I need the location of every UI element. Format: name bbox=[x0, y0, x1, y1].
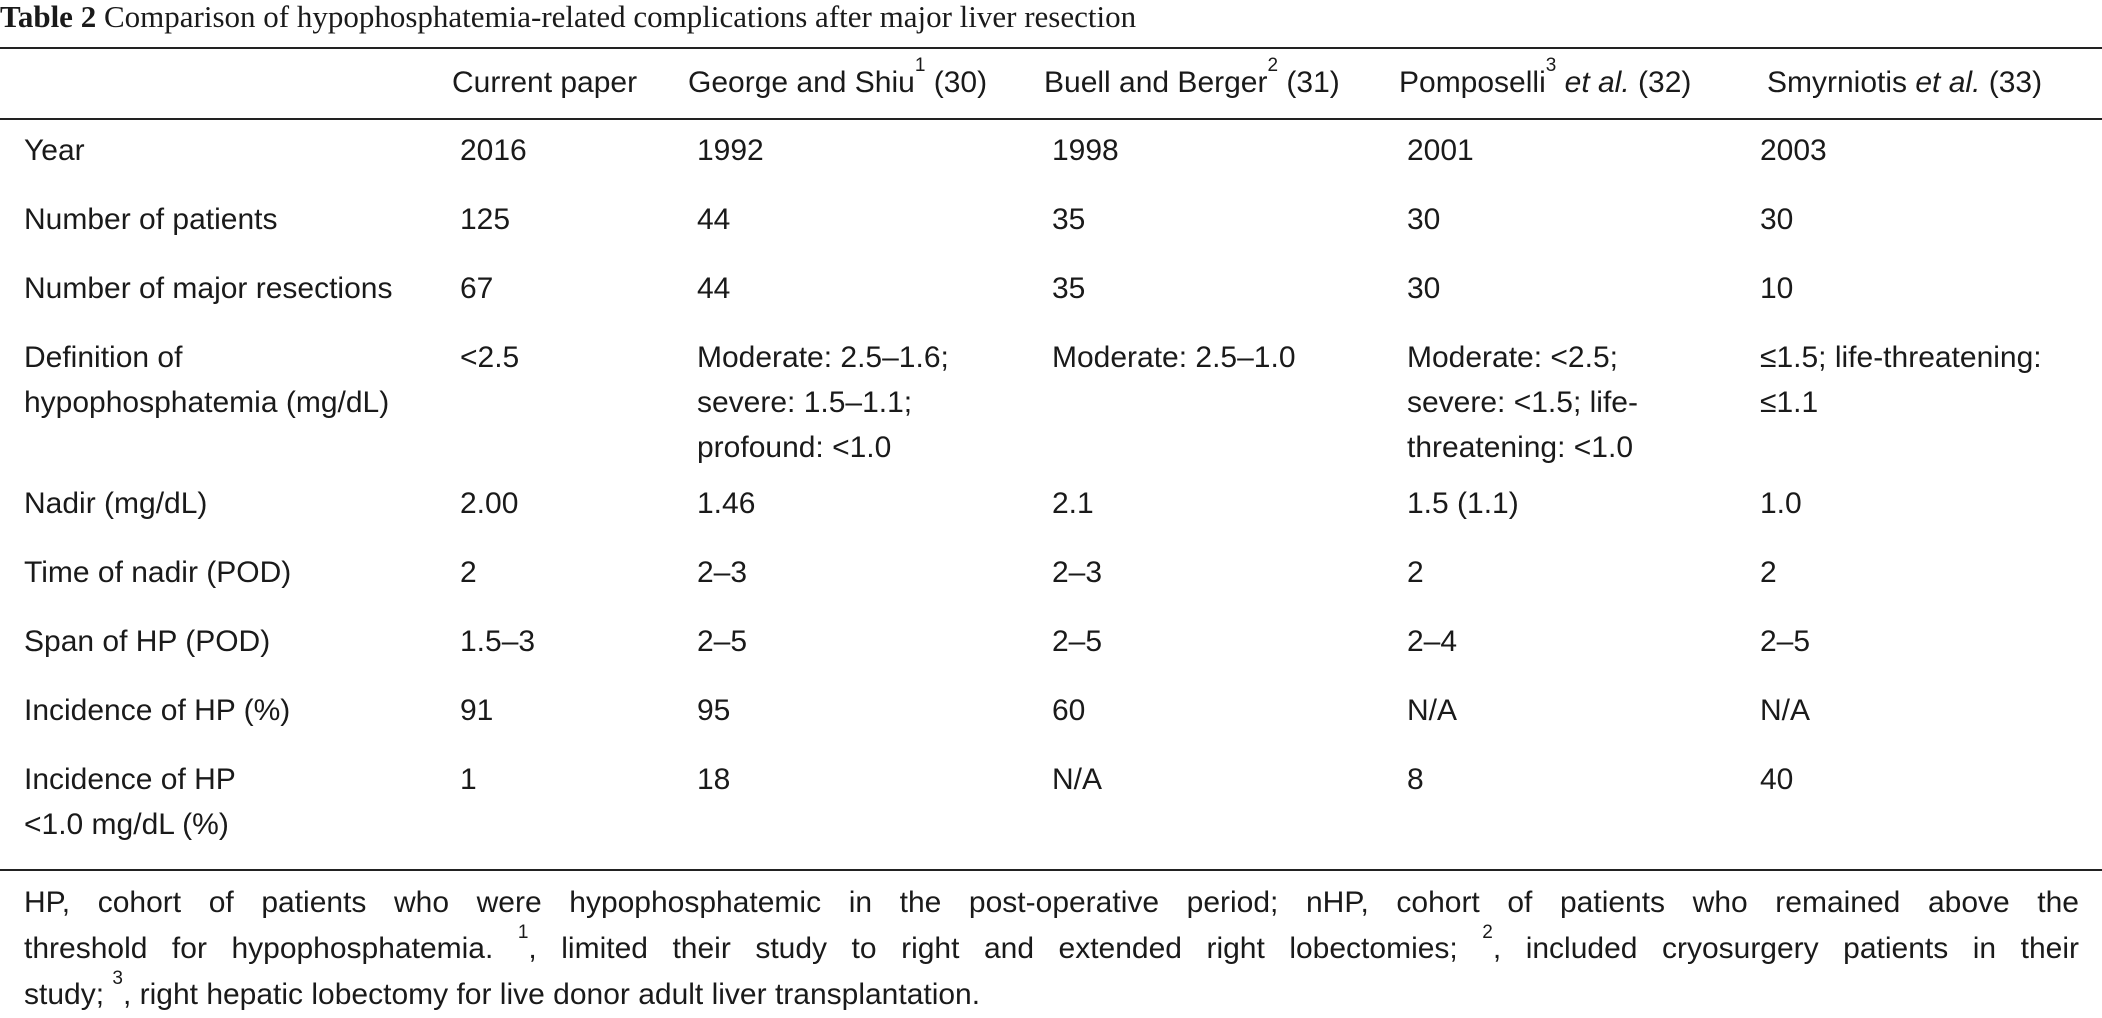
cell-line: 125 bbox=[460, 203, 511, 236]
row-label bbox=[24, 757, 236, 847]
cell-line: hypophosphatemia (mg/dL) bbox=[24, 386, 390, 419]
footnote-line-2: threshold for hypophosphatemia. $^1$, limited their study to right and extended right lobectomies; $^2$, included cryosurgery patients in their bbox=[24, 922, 2079, 965]
cell-current-paper bbox=[460, 550, 477, 595]
cell-pomposelli bbox=[1407, 550, 1424, 595]
header-smyrniotis: Smyrniotis et al. (33) bbox=[1767, 66, 2043, 99]
cell-smyrniotis bbox=[1760, 757, 1793, 802]
cell-line: 10 bbox=[1760, 272, 1794, 305]
cell-pomposelli bbox=[1407, 335, 1638, 470]
header-george-shiu: George and Shiu$^1$ (30) bbox=[688, 55, 988, 99]
cell-george-shiu bbox=[697, 197, 730, 242]
cell-buell-berger bbox=[1052, 335, 1296, 380]
table-caption-title: Comparison of hypophosphatemia-related complications after major liver resection bbox=[96, 0, 1137, 34]
cell-line: <1.0 mg/dL (%) bbox=[24, 808, 229, 841]
cell-line: severe: <1.5; life- bbox=[1407, 386, 1638, 419]
table-caption-label: Table 2 bbox=[0, 0, 97, 34]
cell-buell-berger bbox=[1052, 757, 1102, 802]
cell-line: 95 bbox=[697, 694, 731, 727]
cell-buell-berger bbox=[1052, 128, 1119, 173]
cell-smyrniotis bbox=[1760, 335, 2042, 425]
cell-line: Time of nadir (POD) bbox=[24, 556, 292, 589]
cell-current-paper bbox=[460, 266, 493, 311]
cell-line: N/A bbox=[1407, 694, 1458, 727]
cell-line: 2 bbox=[1407, 556, 1424, 589]
cell-line: 1992 bbox=[697, 134, 764, 167]
cell-line: 2.1 bbox=[1052, 487, 1094, 520]
header-current-paper: Current paper bbox=[452, 66, 638, 99]
cell-line: 2.00 bbox=[460, 487, 519, 520]
cell-george-shiu bbox=[697, 757, 730, 802]
cell-buell-berger bbox=[1052, 266, 1085, 311]
table-footnote bbox=[24, 880, 2079, 1018]
cell-line: 2–5 bbox=[697, 625, 748, 658]
cell-smyrniotis bbox=[1760, 197, 1793, 242]
row-label bbox=[24, 688, 290, 733]
cell-buell-berger bbox=[1052, 688, 1085, 733]
cell-line: 2 bbox=[1760, 556, 1777, 589]
cell-line: ≤1.1 bbox=[1760, 386, 1819, 419]
cell-smyrniotis bbox=[1760, 266, 1793, 311]
cell-line: 2 bbox=[460, 556, 477, 589]
cell-line: 2–5 bbox=[1052, 625, 1103, 658]
cell-george-shiu bbox=[697, 335, 949, 470]
cell-line: Incidence of HP (%) bbox=[24, 694, 291, 727]
row-label bbox=[24, 335, 389, 425]
cell-line: Span of HP (POD) bbox=[24, 625, 271, 658]
cell-line: 44 bbox=[697, 203, 731, 236]
cell-george-shiu bbox=[697, 550, 747, 595]
cell-current-paper bbox=[460, 481, 518, 526]
cell-line: Number of major resections bbox=[24, 272, 393, 305]
row-label bbox=[24, 550, 291, 595]
cell-pomposelli bbox=[1407, 688, 1457, 733]
cell-pomposelli bbox=[1407, 197, 1440, 242]
cell-smyrniotis bbox=[1760, 688, 1810, 733]
cell-george-shiu bbox=[697, 481, 755, 526]
cell-george-shiu bbox=[697, 128, 764, 173]
cell-line: 8 bbox=[1407, 763, 1424, 796]
cell-line: 1.5 (1.1) bbox=[1407, 487, 1519, 520]
cell-line: Nadir (mg/dL) bbox=[24, 487, 208, 520]
cell-line: N/A bbox=[1760, 694, 1811, 727]
cell-current-paper bbox=[460, 688, 493, 733]
cell-line: 1 bbox=[460, 763, 477, 796]
cell-george-shiu bbox=[697, 688, 730, 733]
cell-line: Moderate: 2.5–1.0 bbox=[1052, 341, 1296, 374]
cell-line: Moderate: <2.5; bbox=[1407, 341, 1618, 374]
cell-line: 60 bbox=[1052, 694, 1086, 727]
cell-line: 44 bbox=[697, 272, 731, 305]
footnote-line-3: study; $^3$, right hepatic lobectomy for live donor adult liver transplantation. bbox=[24, 968, 981, 1011]
cell-buell-berger bbox=[1052, 619, 1102, 664]
cell-buell-berger bbox=[1052, 481, 1094, 526]
table-bottom-rule bbox=[0, 869, 2102, 871]
cell-smyrniotis bbox=[1760, 550, 1777, 595]
cell-line: Incidence of HP bbox=[24, 763, 236, 796]
cell-current-paper bbox=[460, 335, 519, 380]
cell-smyrniotis bbox=[1760, 128, 1827, 173]
cell-line: 35 bbox=[1052, 203, 1086, 236]
cell-line: 30 bbox=[1407, 203, 1441, 236]
cell-line: 2016 bbox=[460, 134, 527, 167]
cell-line: 2–3 bbox=[697, 556, 748, 589]
cell-smyrniotis bbox=[1760, 481, 1802, 526]
footnote-line-1: HP, cohort of patients who were hypophosphatemic in the post-operative period; nHP, cohort of patients who remained above the bbox=[24, 886, 2079, 919]
header-pomposelli: Pomposelli$^3$ et al. (32) bbox=[1399, 55, 1692, 99]
cell-current-paper bbox=[460, 757, 477, 802]
cell-line: 1.46 bbox=[697, 487, 756, 520]
cell-line: 2–5 bbox=[1760, 625, 1811, 658]
cell-line: 1998 bbox=[1052, 134, 1119, 167]
cell-smyrniotis bbox=[1760, 619, 1810, 664]
cell-line: ≤1.5; life-threatening: bbox=[1760, 341, 2042, 374]
cell-line: N/A bbox=[1052, 763, 1103, 796]
cell-buell-berger bbox=[1052, 197, 1085, 242]
row-label bbox=[24, 619, 270, 664]
cell-line: severe: 1.5–1.1; bbox=[697, 386, 913, 419]
cell-line: Number of patients bbox=[24, 203, 278, 236]
cell-line: 30 bbox=[1407, 272, 1441, 305]
header-buell-berger: Buell and Berger$^2$ (31) bbox=[1044, 55, 1340, 99]
cell-line: 2–4 bbox=[1407, 625, 1458, 658]
cell-pomposelli bbox=[1407, 128, 1474, 173]
cell-pomposelli bbox=[1407, 757, 1424, 802]
cell-line: 18 bbox=[697, 763, 731, 796]
cell-line: 1.0 bbox=[1760, 487, 1802, 520]
cell-current-paper bbox=[460, 197, 510, 242]
cell-line: 2001 bbox=[1407, 134, 1474, 167]
cell-pomposelli bbox=[1407, 266, 1440, 311]
cell-george-shiu bbox=[697, 266, 730, 311]
cell-buell-berger bbox=[1052, 550, 1102, 595]
cell-line: 30 bbox=[1760, 203, 1794, 236]
cell-line: 35 bbox=[1052, 272, 1086, 305]
row-label bbox=[24, 197, 277, 242]
cell-line: Year bbox=[24, 134, 85, 167]
cell-pomposelli bbox=[1407, 619, 1457, 664]
cell-current-paper bbox=[460, 128, 527, 173]
cell-line: 1.5–3 bbox=[460, 625, 536, 658]
cell-line: profound: <1.0 bbox=[697, 431, 892, 464]
table-caption bbox=[0, 0, 1136, 37]
cell-line: Moderate: 2.5–1.6; bbox=[697, 341, 949, 374]
row-label bbox=[24, 128, 85, 173]
row-label bbox=[24, 481, 207, 526]
table-header-rule bbox=[0, 118, 2102, 120]
cell-line: Definition of bbox=[24, 341, 183, 374]
cell-current-paper bbox=[460, 619, 535, 664]
table-top-rule bbox=[0, 47, 2102, 49]
cell-line: threatening: <1.0 bbox=[1407, 431, 1634, 464]
cell-george-shiu bbox=[697, 619, 747, 664]
cell-line: 67 bbox=[460, 272, 494, 305]
cell-line: <2.5 bbox=[460, 341, 520, 374]
cell-line: 2003 bbox=[1760, 134, 1827, 167]
cell-pomposelli bbox=[1407, 481, 1519, 526]
cell-line: 40 bbox=[1760, 763, 1794, 796]
cell-line: 91 bbox=[460, 694, 494, 727]
row-label bbox=[24, 266, 392, 311]
cell-line: 2–3 bbox=[1052, 556, 1103, 589]
